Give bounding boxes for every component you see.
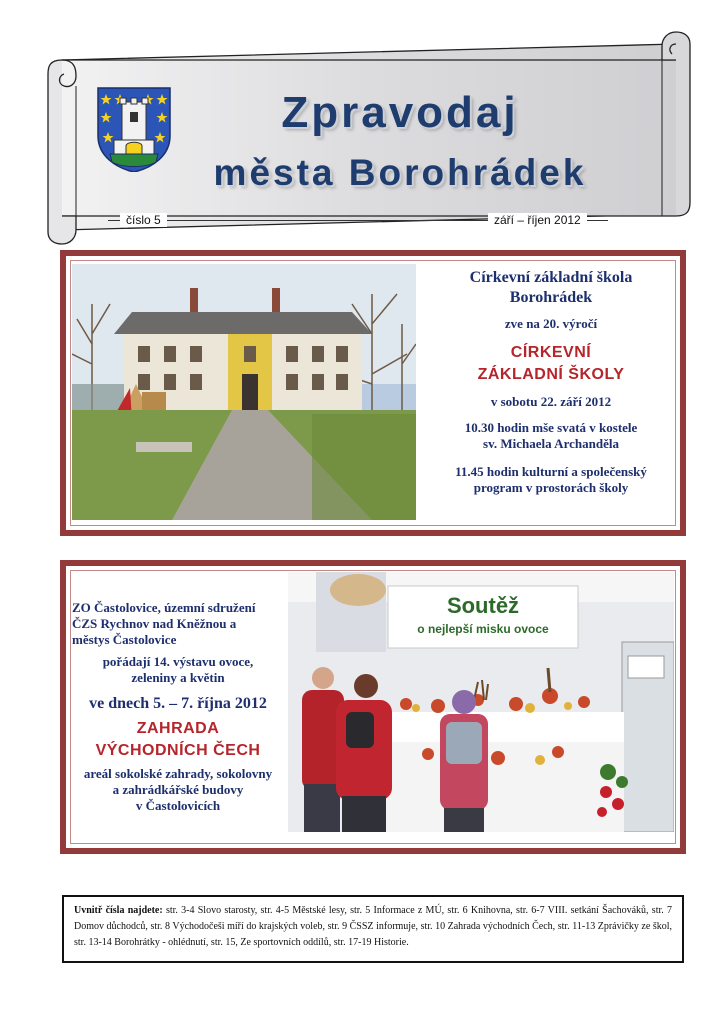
school-building-photo	[72, 264, 416, 520]
organizer-line: ZO Častolovice, územní sdružení	[72, 600, 256, 615]
invitation-line: Církevní základní škola	[469, 269, 633, 286]
event-item: 11.45 hodin kulturní a společenský	[455, 464, 647, 479]
issue-number: číslo 5	[120, 213, 167, 227]
invite-line: pořádají 14. výstavu ovoce,	[102, 654, 254, 669]
exhibition-dates: ve dnech 5. – 7. října 2012	[89, 695, 267, 712]
competition-sign-title: Soutěž	[446, 593, 520, 618]
contents-label: Uvnitř čísla najdete:	[74, 905, 163, 916]
event-item: sv. Michaela Archanděla	[483, 436, 619, 451]
exhibition-highlight: ZAHRADA	[136, 720, 220, 737]
event-date: v sobotu 22. září 2012	[490, 394, 612, 409]
invite-line: zeleniny a květin	[131, 670, 225, 685]
organizer-line: ČZS Rychnov nad Kněžnou a	[72, 616, 237, 631]
event-item: 10.30 hodin mše svatá v kostele	[464, 420, 638, 435]
contents-list: str. 3-4 Slovo starosty, str. 4-5 Městské lesy, str. 5 Informace z MÚ, str. 6 Knihovna, str. 6-7 VIII. setkání Šachováků, str. 7 Domov důchodců, str. 8 Východočeši míří do krajských voleb, str. 9 ČSSZ informuje, str. 10 Zahrada východních Čech, str. 11-13 Zprávičky ze škol, str. 13-14 Borohrátky - ohlédnutí, str. 15, Ze sportovních oddílů, str. 17-19 Historie.	[74, 905, 673, 948]
coat-of-arms-icon	[96, 86, 172, 172]
venue-line: areál sokolské zahrady, sokolovny	[83, 766, 273, 781]
event-item: program v prostorách školy	[473, 480, 629, 495]
event-highlight: CÍRKEVNÍ	[510, 344, 592, 361]
issue-date: září – říjen 2012	[488, 213, 587, 227]
organizer-line: městys Častolovice	[72, 632, 177, 647]
competition-sign-subtitle: o nejlepší misku ovoce	[417, 622, 549, 636]
event-highlight: ZÁKLADNÍ ŠKOLY	[477, 366, 625, 383]
invitation-line: Borohrádek	[509, 289, 593, 306]
invitation-line: zve na 20. výročí	[504, 316, 598, 331]
exhibition-highlight: VÝCHODNÍCH ČECH	[95, 742, 261, 759]
fruit-exhibition-photo	[288, 572, 674, 832]
venue-line: v Častolovicích	[135, 798, 221, 813]
school-invitation-text	[428, 268, 674, 496]
exhibition-invitation-text	[72, 600, 284, 814]
issue-contents-box	[62, 895, 684, 963]
newsletter-subtitle: města Borohrádek	[213, 152, 587, 193]
venue-line: a zahrádkářské budovy	[112, 782, 244, 797]
newsletter-title: Zpravodaj	[281, 88, 519, 137]
